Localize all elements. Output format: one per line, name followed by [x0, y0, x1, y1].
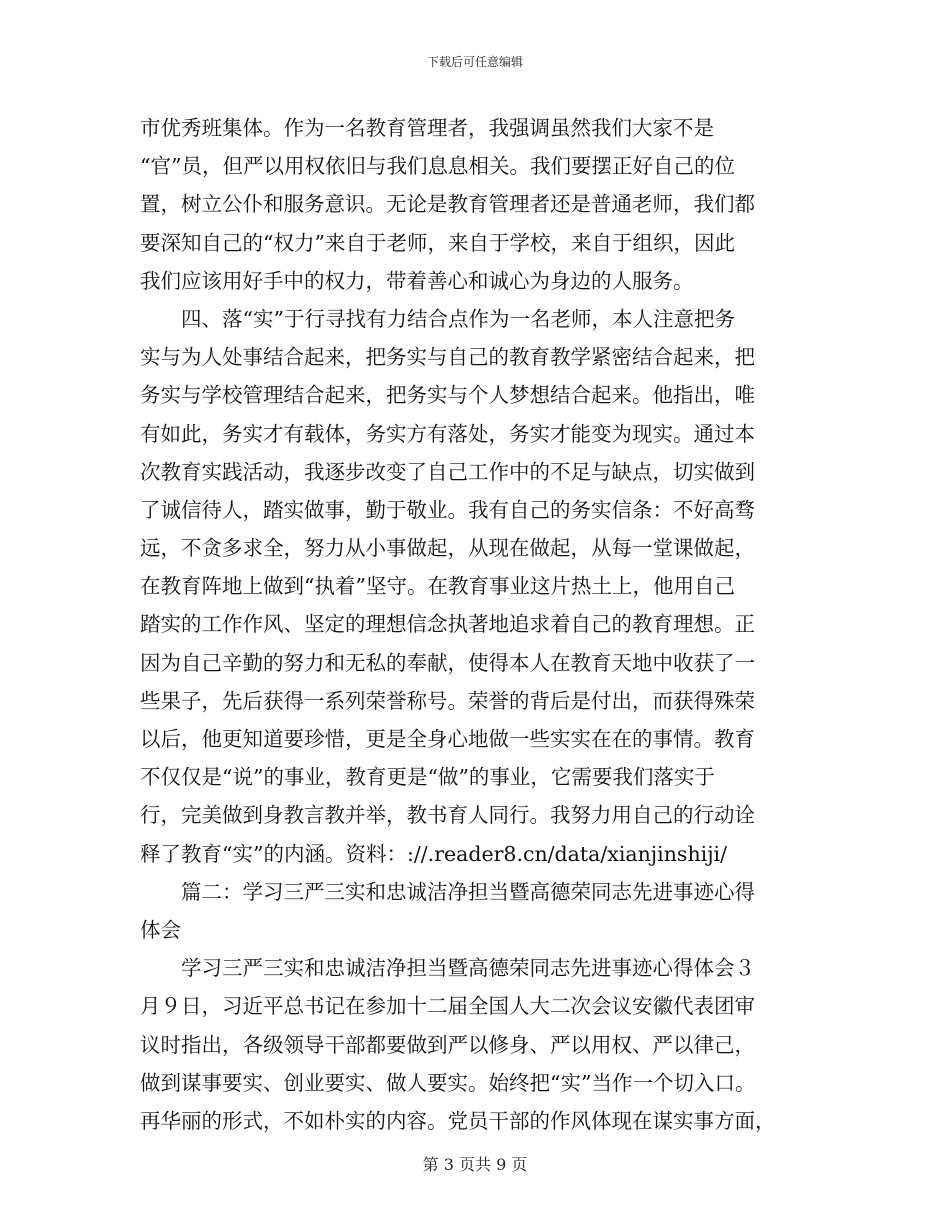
text-line: 在教育阵地上做到“执着”坚守。在教育事业这片热土上，他用自己	[140, 574, 735, 599]
text-line: 务实与学校管理结合起来，把务实与个人梦想结合起来。他指出，唯	[140, 383, 755, 408]
text-line: 议时指出，各级领导干部都要做到严以修身、严以用权、严以律己，	[140, 1032, 755, 1057]
text-line: 要深知自己的“权力”来自于老师，来自于学校，来自于组织，因此	[140, 230, 735, 255]
text-line: 了诚信待人，踏实做事，勤于敬业。我有自己的务实信条：不好高骛	[140, 497, 755, 522]
text-line: 月９日，习近平总书记在参加十二届全国人大二次会议安徽代表团审	[140, 994, 755, 1019]
text-line: 做到谋事要实、创业要实、做人要实。始终把“实”当作一个切入口。	[140, 1070, 756, 1095]
page-number-footer: 第 3 页共 9 页	[422, 1155, 528, 1174]
text-line: 有如此，务实才有载体，务实方有落处，务实才能变为现实。通过本	[140, 421, 755, 446]
text-line: 四、落“实”于行寻找有力结合点作为一名老师，本人注意把务	[140, 306, 735, 331]
text-line: 因为自己辛勤的努力和无私的奉献，使得本人在教育天地中收获了一	[140, 650, 755, 675]
text-line: 释了教育“实”的内涵。资料：://.reader8.cn/data/xianjinshiji/	[140, 841, 728, 866]
page-header: 下载后可任意编辑	[426, 55, 523, 69]
text-line: 市优秀班集体。作为一名教育管理者，我强调虽然我们大家不是	[140, 116, 714, 140]
text-line: 实与为人处事结合起来，把务实与自己的教育教学紧密结合起来，把	[140, 345, 755, 370]
text-line: 篇二：学习三严三实和忠诚洁净担当暨高德荣同志先进事迹心得	[140, 879, 755, 904]
document-body	[140, 109, 820, 1140]
text-line: 不仅仅是“说”的事业，教育更是“做”的事业，它需要我们落实于	[140, 765, 715, 790]
text-line: 些果子，先后获得一系列荣誉称号。荣誉的背后是付出，而获得殊荣	[140, 688, 755, 713]
text-line: 置，树立公仆和服务意识。无论是教育管理者还是普通老师，我们都	[140, 192, 755, 217]
text-line: “官”员，但严以用权依旧与我们息息相关。我们要摆正好自己的位	[140, 154, 735, 179]
text-line: 我们应该用好手中的权力，带着善心和诚心为身边的人服务。	[140, 268, 694, 293]
text-line: 体会	[140, 917, 181, 942]
text-line: 行，完美做到身教言教并举，教书育人同行。我努力用自己的行动诠	[140, 803, 755, 828]
text-line: 再华丽的形式，不如朴实的内容。党员干部的作风体现在谋实事方面，	[140, 1108, 776, 1133]
text-line: 次教育实践活动，我逐步改变了自己工作中的不足与缺点，切实做到	[140, 459, 755, 484]
text-line: 远，不贪多求全，努力从小事做起，从现在做起，从每一堂课做起，	[140, 536, 755, 561]
text-line: 以后，他更知道要珍惜，更是全身心地做一些实实在在的事情。教育	[140, 727, 755, 751]
text-line: 学习三严三实和忠诚洁净担当暨高德荣同志先进事迹心得体会３	[140, 956, 755, 981]
text-line: 踏实的工作作风、坚定的理想信念执著地追求着自己的教育理想。正	[140, 612, 755, 637]
